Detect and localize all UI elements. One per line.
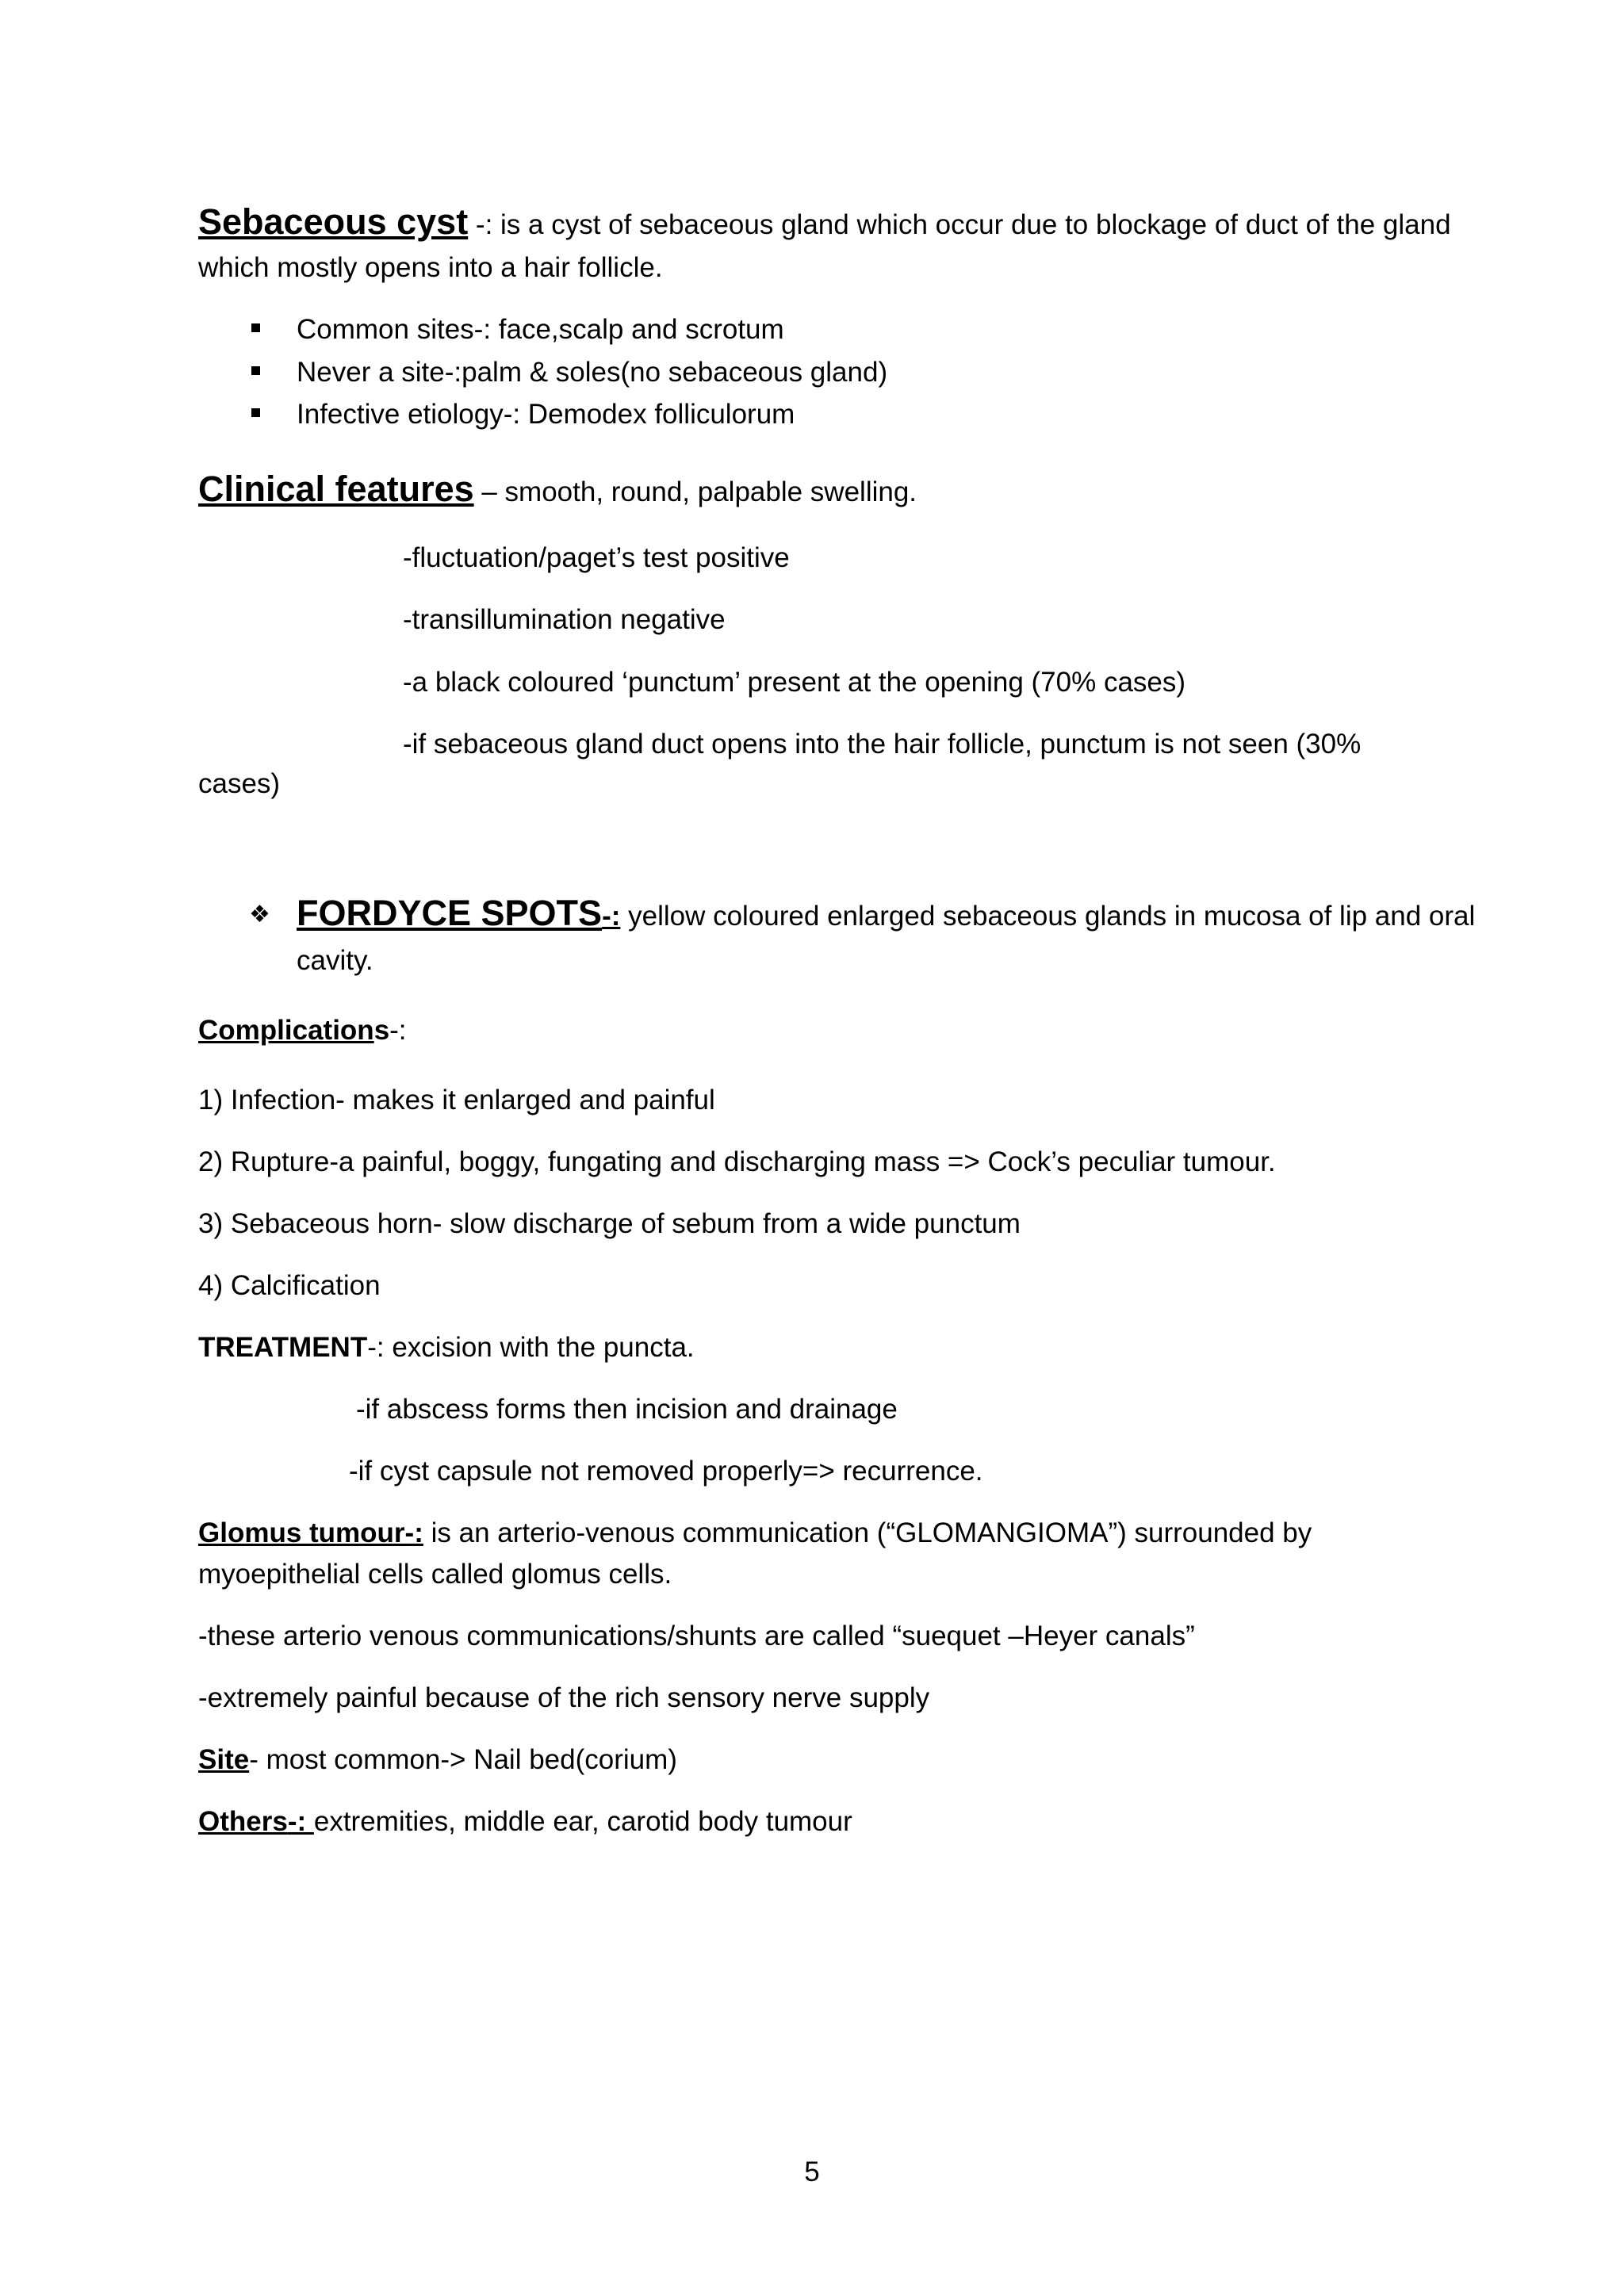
glomus-line2: myoepithelial cells called glomus cells. — [198, 1559, 672, 1590]
complication-item: 2) Rupture-a painful, boggy, fungating and discharging mass => Cock’s peculiar tumour. — [198, 1146, 1276, 1177]
sebaceous-intro-line1 — [198, 198, 1451, 247]
clinical-features-line — [198, 465, 917, 514]
clinical-point: -transillumination negative — [403, 604, 726, 635]
glomus-pain-line: -extremely painful because of the rich sensory nerve supply — [198, 1682, 930, 1713]
site-text: - most common-> Nail bed(corium) — [249, 1744, 677, 1775]
complication-item: 1) Infection- makes it enlarged and painful — [198, 1085, 715, 1115]
glomus-tumour-heading: Glomus tumour-: — [198, 1517, 423, 1548]
others-label: Others — [198, 1806, 288, 1837]
others-text: extremities, middle ear, carotid body tumour — [313, 1806, 852, 1837]
complications-heading: Complication — [198, 1015, 374, 1046]
others-suffix: -: — [287, 1806, 314, 1837]
diamond-bullet-icon: ❖ — [249, 901, 270, 928]
complications-heading-line — [198, 1012, 407, 1049]
treatment-text: -: excision with the puncta. — [367, 1332, 695, 1363]
treatment-heading: TREATMENT — [198, 1332, 368, 1363]
glomus-shunts-line: -these arterio venous communications/shunts are called “suequet –Heyer canals” — [198, 1621, 1195, 1651]
fordyce-text: yellow coloured enlarged sebaceous glands in mucosa of lip and oral — [620, 901, 1476, 932]
page-number: 5 — [804, 2156, 820, 2187]
treatment-point: -if cyst capsule not removed properly=> recurrence. — [349, 1456, 983, 1487]
square-bullet-icon — [251, 408, 260, 417]
clinical-features-heading: Clinical features — [198, 469, 474, 509]
fordyce-line1 — [297, 890, 1475, 938]
glomus-text: is an arterio-venous communication (“GLOMANGIOMA”) surrounded by — [423, 1517, 1312, 1548]
sebaceous-intro-line2: which mostly opens into a hair follicle. — [198, 252, 663, 283]
sebaceous-bullet-item: Common sites-: face,scalp and scrotum — [297, 314, 784, 345]
clinical-point: -fluctuation/paget’s test positive — [403, 542, 790, 573]
glomus-line1 — [198, 1514, 1312, 1552]
glomus-others-line — [198, 1803, 852, 1840]
sebaceous-intro-text: -: is a cyst of sebaceous gland which occur due to blockage of duct of the gland — [468, 209, 1451, 240]
square-bullet-icon — [251, 366, 260, 375]
sebaceous-bullet-item: Infective etiology-: Demodex folliculorum — [297, 399, 795, 430]
complication-item: 3) Sebaceous horn- slow discharge of sebum from a wide punctum — [198, 1208, 1021, 1239]
complications-suffix: -: — [389, 1015, 407, 1046]
clinical-point: -a black coloured ‘punctum’ present at the opening (70% cases) — [403, 667, 1186, 698]
fordyce-line2: cavity. — [297, 945, 373, 976]
treatment-point: -if abscess forms then incision and drainage — [356, 1394, 898, 1425]
clinical-features-text: – smooth, round, palpable swelling. — [473, 476, 917, 507]
complication-item: 4) Calcification — [198, 1270, 381, 1301]
treatment-line — [198, 1329, 695, 1366]
sebaceous-bullet-item: Never a site-:palm & soles(no sebaceous gland) — [297, 357, 888, 388]
complications-heading-tail: s — [373, 1015, 390, 1046]
square-bullet-icon — [251, 323, 260, 332]
fordyce-spots-heading: FORDYCE SPOTS — [297, 893, 603, 933]
glomus-site-line — [198, 1741, 677, 1778]
site-label: Site — [198, 1744, 250, 1775]
sebaceous-cyst-heading: Sebaceous cyst — [198, 201, 469, 242]
fordyce-heading-suffix: -: — [602, 901, 621, 932]
clinical-point: -if sebaceous gland duct opens into the hair follicle, punctum is not seen (30% — [403, 729, 1362, 760]
clinical-point-wrap: cases) — [198, 768, 281, 799]
